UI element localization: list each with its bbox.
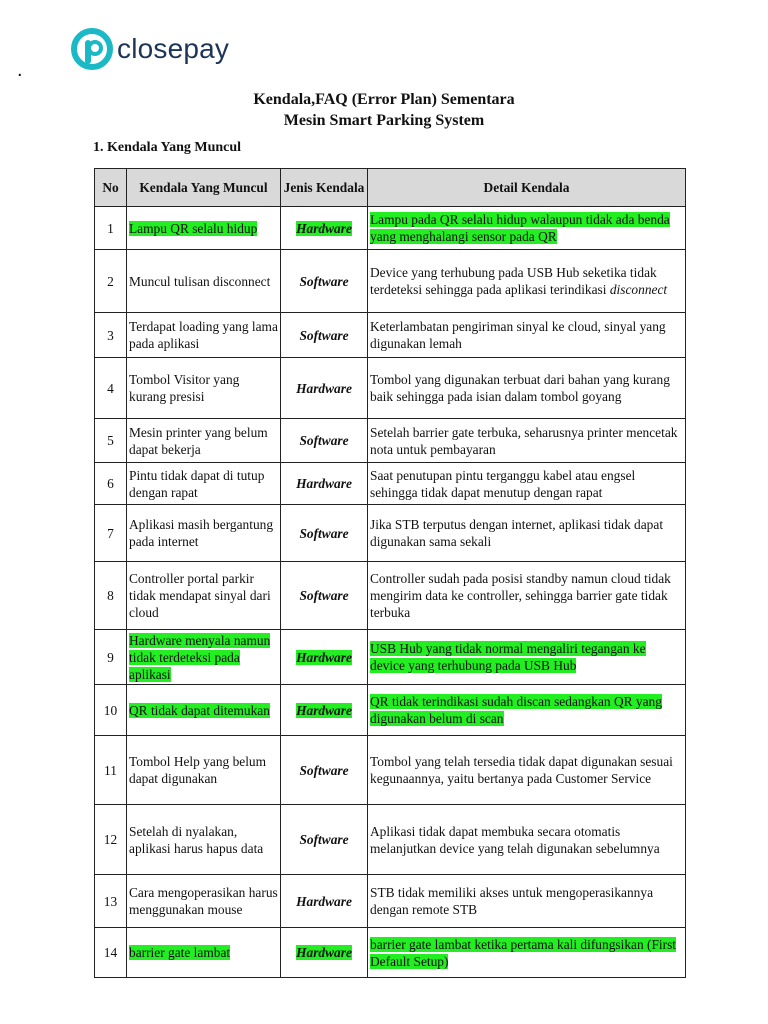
cell-detail	[368, 685, 686, 736]
cell-jenis	[281, 685, 368, 736]
table-row	[95, 562, 686, 630]
header-jenis: Jenis Kendala	[281, 169, 368, 207]
cell-no-text: 2	[107, 273, 114, 289]
cell-jenis-text: Hardware	[296, 380, 352, 396]
cell-no	[95, 875, 127, 928]
cell-detail-text: USB Hub yang tidak normal mengaliri tegangan ke device yang terhubung pada USB Hub	[370, 641, 646, 673]
cell-detail-italic: disconnect	[609, 282, 668, 297]
cell-detail-text: Tombol yang digunakan terbuat dari bahan yang kurang baik sehingga pada isian dalam tombol goyang	[370, 372, 670, 404]
table-header-row	[95, 169, 686, 207]
cell-jenis	[281, 505, 368, 562]
cell-detail	[368, 250, 686, 313]
cell-jenis	[281, 419, 368, 463]
section-heading: 1. Kendala Yang Muncul	[93, 140, 242, 155]
cell-detail-text: Device yang terhubung pada USB Hub seketika tidak terdeteksi sehingga pada aplikasi terindikasi	[370, 265, 657, 297]
cell-kendala	[127, 562, 281, 630]
cell-jenis-text: Hardware	[296, 220, 352, 236]
table-row	[95, 875, 686, 928]
cell-detail-text: Setelah barrier gate terbuka, seharusnya printer mencetak nota untuk pembayaran	[370, 424, 678, 457]
cell-kendala-text: Hardware menyala namun tidak terdeteksi pada aplikasi	[129, 632, 271, 682]
cell-detail	[368, 463, 686, 505]
table-row	[95, 207, 686, 250]
cell-no-text: 14	[103, 945, 118, 960]
cell-no	[95, 250, 127, 313]
cell-no	[95, 313, 127, 358]
cell-detail-text: QR tidak terindikasi sudah discan sedangkan QR yang digunakan belum di scan	[370, 694, 662, 726]
cell-no	[95, 736, 127, 805]
cell-detail	[368, 505, 686, 562]
cell-no	[95, 562, 127, 630]
cell-detail-text: barrier gate lambat ketika pertama kali difungsikan (First Default Setup)	[370, 936, 677, 969]
table-row	[95, 630, 686, 685]
cell-kendala-text: Terdapat loading yang lama pada aplikasi	[129, 319, 278, 351]
cell-jenis-text: Software	[299, 832, 349, 847]
logo-text: closepay	[117, 33, 230, 64]
cell-no	[95, 805, 127, 875]
cell-kendala-text: Mesin printer yang belum dapat bekerja	[129, 424, 268, 457]
cell-kendala	[127, 358, 281, 419]
cell-kendala	[127, 463, 281, 505]
table-row	[95, 736, 686, 805]
cell-no-text: 8	[107, 588, 114, 603]
cell-detail-text: Lampu pada QR selalu hidup walaupun tidak ada benda yang menghalangi sensor pada QR	[370, 212, 670, 244]
closepay-logo	[71, 28, 229, 70]
kendala-table	[94, 168, 686, 978]
cell-jenis-text: Hardware	[296, 893, 352, 909]
cell-detail-text: STB tidak memiliki akses untuk mengoperasikannya dengan remote STB	[370, 885, 654, 917]
cell-no	[95, 685, 127, 736]
cell-jenis-text: Software	[299, 525, 349, 541]
document-title	[0, 89, 768, 131]
cell-detail	[368, 736, 686, 805]
cell-detail	[368, 805, 686, 875]
cell-kendala	[127, 736, 281, 805]
cell-kendala	[127, 928, 281, 978]
cell-detail-text: Saat penutupan pintu terganggu kabel atau engsel sehingga tidak dapat menutup dengan rapat	[370, 467, 636, 500]
cell-jenis-text: Hardware	[296, 702, 352, 718]
cell-jenis	[281, 805, 368, 875]
cell-detail	[368, 313, 686, 358]
cell-jenis	[281, 630, 368, 685]
title-line-1: Kendala,FAQ (Error Plan) Sementara	[253, 91, 515, 108]
cell-no-text: 4	[107, 380, 114, 396]
header-no: No	[95, 169, 127, 207]
cell-kendala	[127, 685, 281, 736]
cell-no	[95, 505, 127, 562]
cell-no-text: 13	[103, 893, 118, 909]
cell-jenis	[281, 313, 368, 358]
cell-kendala-text: Cara mengoperasikan harus menggunakan mouse	[129, 885, 278, 917]
cell-no-text: 7	[107, 525, 114, 541]
cell-jenis-text: Software	[299, 762, 349, 778]
cell-detail-text: Aplikasi tidak dapat membuka secara otomatis melanjutkan device yang telah digunakan sebelumnya	[370, 823, 660, 856]
cell-no-text: 11	[104, 762, 117, 778]
cell-jenis	[281, 463, 368, 505]
cell-no	[95, 358, 127, 419]
cell-kendala	[127, 313, 281, 358]
cell-detail	[368, 928, 686, 978]
cell-detail	[368, 875, 686, 928]
table-row	[95, 419, 686, 463]
cell-detail-text: Controller sudah pada posisi standby namun cloud tidak mengirim data ke controller, sehingga barrier gate tidak terbuka	[370, 571, 671, 620]
cell-jenis-text: Software	[299, 588, 349, 603]
table-row	[95, 505, 686, 562]
title-line-2: Mesin Smart Parking System	[283, 112, 485, 129]
cell-kendala-text: Tombol Help yang belum dapat digunakan	[129, 754, 267, 786]
cell-kendala	[127, 207, 281, 250]
cell-jenis-text: Hardware	[296, 945, 352, 960]
cell-detail-text: Keterlambatan pengiriman sinyal ke cloud, sinyal yang digunakan lemah	[370, 319, 666, 351]
cell-detail	[368, 562, 686, 630]
cell-kendala-text: Setelah di nyalakan, aplikasi harus hapus data	[129, 823, 264, 856]
cell-jenis-text: Software	[299, 433, 349, 448]
cell-detail-text: Jika STB terputus dengan internet, aplikasi tidak dapat digunakan sama sekali	[370, 517, 664, 549]
cell-kendala	[127, 419, 281, 463]
bullet-dot: .	[17, 59, 23, 81]
cell-jenis	[281, 736, 368, 805]
closepay-logo-icon	[71, 28, 113, 70]
cell-no	[95, 928, 127, 978]
table-row	[95, 313, 686, 358]
cell-no	[95, 419, 127, 463]
cell-jenis-text: Software	[299, 273, 349, 289]
cell-kendala	[127, 630, 281, 685]
cell-kendala	[127, 505, 281, 562]
cell-kendala-text: Lampu QR selalu hidup	[129, 220, 258, 236]
cell-no	[95, 207, 127, 250]
cell-no-text: 1	[107, 220, 114, 236]
table-row	[95, 250, 686, 313]
cell-no-text: 12	[103, 832, 118, 847]
cell-no-text: 10	[103, 702, 118, 718]
cell-kendala-text: Muncul tulisan disconnect	[129, 273, 271, 289]
cell-jenis	[281, 207, 368, 250]
cell-detail	[368, 630, 686, 685]
cell-jenis-text: Software	[299, 327, 349, 343]
cell-no-text: 6	[107, 476, 114, 491]
cell-kendala-text: Aplikasi masih bergantung pada internet	[129, 517, 274, 549]
table-row	[95, 358, 686, 419]
cell-kendala-text: Controller portal parkir tidak mendapat sinyal dari cloud	[129, 571, 271, 620]
cell-kendala	[127, 875, 281, 928]
cell-jenis	[281, 928, 368, 978]
cell-jenis-text: Hardware	[296, 649, 352, 665]
table-row	[95, 463, 686, 505]
cell-kendala-text: Pintu tidak dapat di tutup dengan rapat	[129, 467, 265, 500]
header-detail: Detail Kendala	[368, 169, 686, 207]
cell-kendala	[127, 250, 281, 313]
cell-jenis	[281, 562, 368, 630]
cell-kendala	[127, 805, 281, 875]
cell-no	[95, 630, 127, 685]
cell-detail	[368, 207, 686, 250]
cell-no	[95, 463, 127, 505]
cell-no-text: 9	[107, 649, 114, 665]
cell-kendala-text: barrier gate lambat	[129, 945, 231, 960]
cell-detail-text: Tombol yang telah tersedia tidak dapat digunakan sesuai kegunaannya, yaitu bertanya pada Customer Service	[370, 754, 673, 786]
cell-detail	[368, 358, 686, 419]
table-row	[95, 805, 686, 875]
table-row	[95, 685, 686, 736]
cell-detail	[368, 419, 686, 463]
cell-jenis	[281, 250, 368, 313]
cell-kendala-text: Tombol Visitor yang kurang presisi	[129, 372, 240, 404]
table-row	[95, 928, 686, 978]
cell-jenis-text: Hardware	[296, 476, 352, 491]
cell-jenis	[281, 358, 368, 419]
header-kendala: Kendala Yang Muncul	[127, 169, 281, 207]
cell-kendala-text: QR tidak dapat ditemukan	[129, 702, 270, 718]
cell-jenis	[281, 875, 368, 928]
cell-no-text: 3	[107, 327, 114, 343]
cell-no-text: 5	[107, 433, 114, 448]
